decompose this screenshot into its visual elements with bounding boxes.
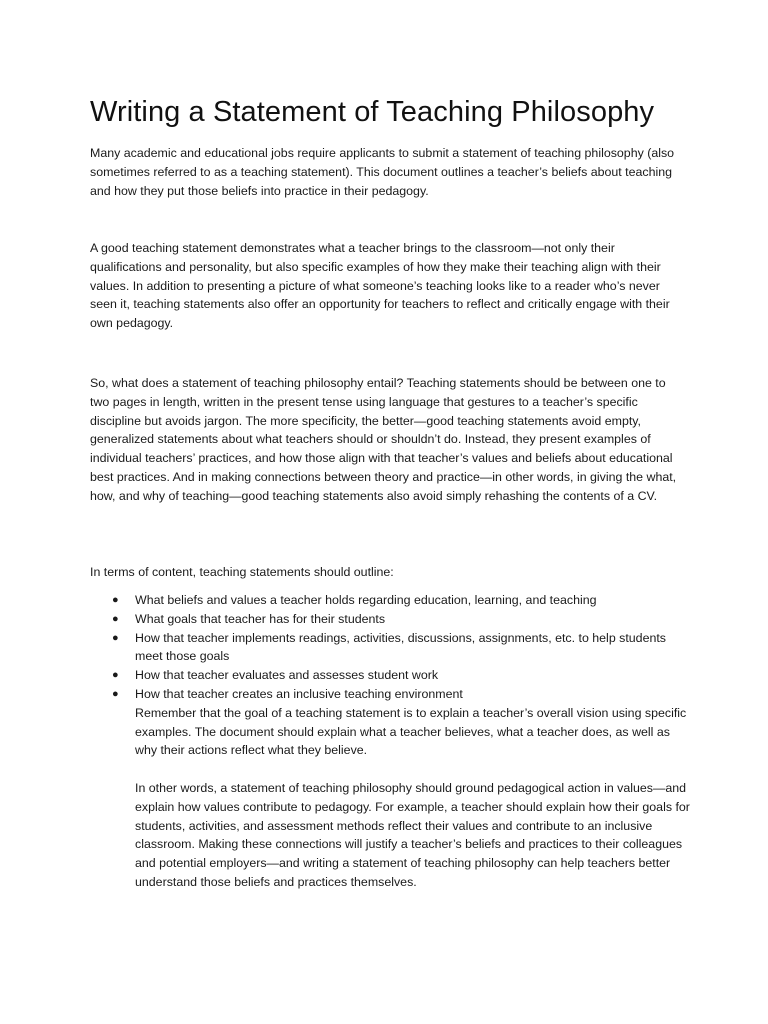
bullet-text: How that teacher implements readings, activities, discussions, assignments, etc. to help students meet those goals [135,630,666,664]
bullet-icon: ● [112,631,119,644]
bullet-icon: ● [112,669,119,682]
bullet-text: How that teacher creates an inclusive teaching environment [135,686,463,701]
paragraph-spacer [135,760,692,779]
bullet-text: What goals that teacher has for their students [135,611,386,626]
remember-paragraph: Remember that the goal of a teaching statement is to explain a teacher’s overall vision using specific examples. The document should explain what a teacher believes, what a teacher does, as well as why their actions reflect what they believe. [135,705,687,758]
body-paragraph-what-entails: So, what does a statement of teaching philosophy entail? Teaching statements should be between one to two pages in length, written in the present tense using language that gestures to a teacher’s specific discipline but avoids jargon. The more specificity, the better—good teaching statements avoid empty, generalized statements about what teachers should or shouldn’t do. Instead, they present examples of individual teachers’ practices, and how those align with that teacher’s values and beliefs about educational best practices. And in making connections between theory and practice—in other words, in giving the what, how, and why of teaching—good teaching statements also avoid simply rehashing the contents of a CV. [90,376,677,503]
list-item [112,610,692,629]
bullet-icon: ● [112,612,119,625]
list-item [112,629,692,667]
in-other-words-paragraph: In other words, a statement of teaching philosophy should ground pedagogical action in values—and explain how values contribute to pedagogy. For example, a teacher should explain how their goals for students, activities, and assessment methods reflect their values and contribute to an inclusive classroom. Making these connections will justify a teacher’s beliefs and practices to their colleagues and potential employers—and writing a statement of teaching philosophy can help teachers better understand those beliefs and practices themselves. [135,780,690,889]
bullet-text: What beliefs and values a teacher holds regarding education, learning, and teaching [135,593,597,607]
bullet-text: How that teacher evaluates and assesses student work [135,668,439,683]
body-paragraph-good-statement: A good teaching statement demonstrates what a teacher brings to the classroom—not only their qualifications and personality, but also specific examples of how they make their teaching align with their values. In addition to presenting a picture of what someone’s teaching looks like to a reader who’s never seen it, teaching statements also offer an opportunity for teachers to reflect and critically engage with their own pedagogy. [90,241,670,331]
intro-paragraph: Many academic and educational jobs require applicants to submit a statement of teaching philosophy (also sometimes referred to as a teaching statement). This document outlines a teacher’s beliefs about teaching and how they put those beliefs into practice in their pedagogy. [90,146,675,198]
content-bullet-list [112,591,692,892]
list-item [112,685,692,892]
bullet-icon: ● [112,687,119,700]
list-item [112,591,692,610]
document-title: Writing a Statement of Teaching Philosophy [90,96,655,128]
list-item [112,666,692,685]
bullet-icon: ● [112,594,119,606]
content-outline-lead: In terms of content, teaching statements should outline: [90,565,394,579]
